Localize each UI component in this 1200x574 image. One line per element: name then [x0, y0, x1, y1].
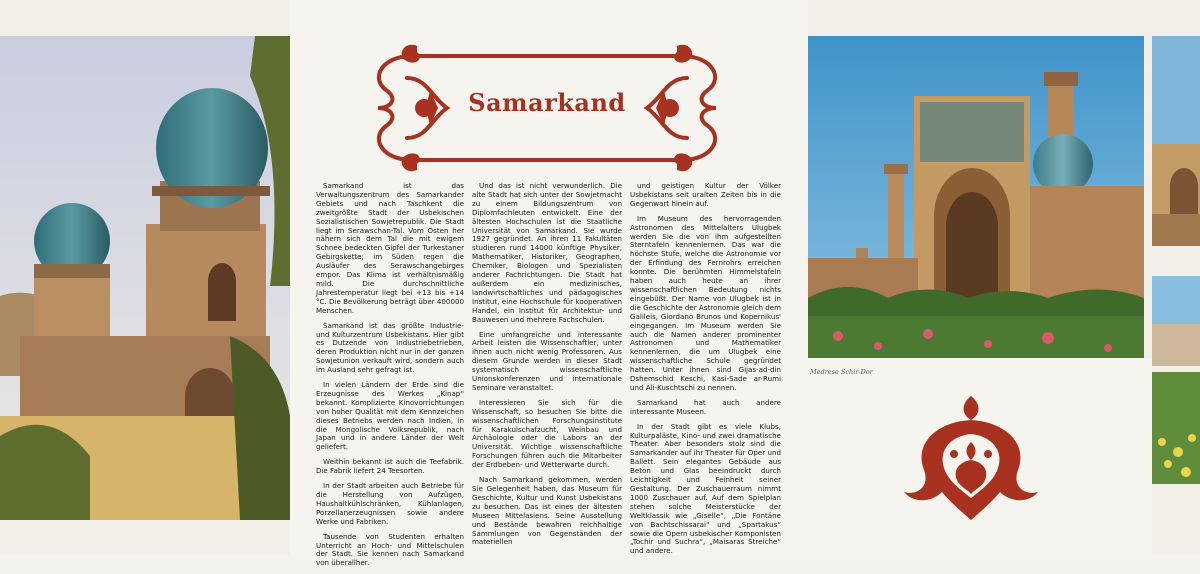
paragraph: Weithin bekannt ist auch die Teefabrik. Die Fabrik liefert 24 Teesorten.	[316, 457, 464, 476]
strip-illustration	[1152, 276, 1200, 366]
paragraph: Eine umfangreiche und interessante Arbeit leisten die Wissenschaftler, unter ihnen auch nicht wenig Professoren. Aus diesem Grunde werden in dieser Stadt systematisch wissenschaftliche Unionskonferenzen und internationale Seminare veranstaltet.	[472, 329, 622, 392]
page-title: Samarkand	[468, 88, 626, 117]
paragraph: Interessieren Sie sich für die Wissenschaft, so besuchen Sie bitte die wissenschaftlichen Forschungsinstitute für Karakulschafzucht, Weinbau und Archäologie oder die Labors an der Universität. Wichtige wissenschaftliche Forschungen führen auch die Mitarbeiter der Erdbeben- und Wetterwarte durch.	[472, 397, 622, 470]
text-column-2	[472, 182, 622, 553]
photo-caption: Medrese Schir-Dor	[810, 368, 873, 376]
medrese-illustration	[808, 36, 1144, 358]
strip-illustration	[1152, 372, 1200, 484]
title-cartouche	[352, 38, 742, 178]
paragraph: Samarkand ist das größte Industrie- und Kulturzentrum Usbekistans. Hier gibt es Dutzende von Industriebetrieben, deren Produktion nicht nur in der ganzen Sowjetunion verkauft wird, sondern auch im Ausland sehr gefragt ist.	[316, 320, 464, 375]
strip-illustration	[1152, 36, 1200, 246]
paragraph: und geistigen Kultur der Völker Usbekistans seit uralten Zeiten bis in die Gegenwart hinein auf.	[630, 181, 781, 208]
paragraph: Samarkand ist das Verwaltungszentrum des Samarkander Gebiets und nach Taschkent die zweitgrößte Stadt der Usbekischen Sozialistischen Sowjetrepublik. Die Stadt liegt im Serawschan-Tal. Vom Osten her nähern sich dem Tal die mit ewigem Schnee bedeckten Gipfel der Turkestaner Gebirgskette; im Süden regen die Ausläufer des Serawschangebirges empor. Das Klima ist verhältnismäßig mild. Die durchschnittliche Jahrestemperatur liegt bei +13 bis +14 °C. Die Bevölkerung beträgt über 400000 Menschen.	[316, 181, 464, 315]
text-column-3	[630, 182, 781, 562]
paragraph: Tausende von Studenten erhalten Unterricht an Hoch- und Mittelschulen der Stadt. Sie kennen nach Samarkand von überallher.	[316, 531, 464, 568]
mausoleum-illustration	[0, 36, 290, 520]
photo-strip-bottom	[1152, 372, 1200, 484]
ornament-motif	[896, 392, 1046, 524]
paragraph: Und das ist nicht verwunderlich. Die alte Stadt hat sich unter der Sowjetmacht zu einem Bildungszentrum von Diplomfachleuten entwickelt. Eine der ältesten Hochschulen ist die Staatliche Universität von Samarkand. Sie wurde 1927 gegründet. An ihren 11 Fakultäten studieren rund 14000 künftige Physiker, Mathematiker, Historiker, Geographen, Chemiker, Biologen und Spezialisten anderer Fachrichtungen. Die Stadt hat außerdem ein medizinisches, landwirtschaftliches und pädagogisches Institut, eine Hochschule für kooperativen Handel, ein Institut für Architektur- und Bauwesen und mehrere Fachschulen.	[472, 181, 622, 324]
paragraph: In vielen Ländern der Erde sind die Erzeugnisse des Werkes „Kinap“ bekannt. Komplizierte Kinovorrichtungen von hoher Qualität mit dem Kennzeichen dieses Betriebs werden nach Indien, in die Mongolische Volksrepublik, nach Japan und in andere Länder der Welt geliefert.	[316, 380, 464, 452]
paragraph: In der Stadt gibt es viele Klubs, Kulturpaläste, Kino- und zwei dramatische Theater. Aber besonders stolz sind die Samarkander auf ihr Theater für Oper und Ballett. Sein elegantes Gebäude aus Beton und Glas beeindruckt durch Leichtigkeit und Feinheit seiner Gestaltung. Der Zuschauerraum nimmt 1000 Zuschauer auf. Auf dem Spielplan stehen solche Meisterstücke der Weltklassik wie „Giselle“, „Die Fontäne von Bachtschissarai“ und „Spartakus“ sowie die Opern usbekischer Komponisten „Tochir und Suchra“, „Maisaras Streiche“ und andere.	[630, 421, 781, 556]
photo-strip-top	[1152, 36, 1200, 246]
paragraph: Samarkand hat auch andere interessante Museen.	[630, 397, 781, 416]
floral-ornament	[896, 392, 1046, 524]
photo-strip-middle	[1152, 276, 1200, 366]
photo-mausoleum	[0, 36, 290, 520]
photo-medrese	[808, 36, 1144, 358]
text-column-1	[316, 182, 464, 574]
paragraph: In der Stadt arbeiten auch Betriebe für die Herstellung von Aufzügen, Haushaltkühlschränken, Kühlanlagen, Porzellanerzeugnissen sowie andere Werke und Fabriken.	[316, 481, 464, 526]
paragraph: Nach Samarkand gekommen, werden Sie Gelegenheit haben, das Museum für Geschichte, Kultur und Kunst Usbekistans zu besuchen. Das ist eines der ältesten Museen Mittelasiens. Seine Ausstellung und Bestände bewahren reichhaltige Sammlungen von Gegenständen der materiellen	[472, 475, 622, 547]
paragraph: Im Museum des hervorragenden Astronomen des Mittelalters Ulugbek werden Sie die von ihm aufgestellten Sterntafeln kennenlernen. Das war die höchste Stufe, welche die Astronomie vor der Erfindung des Fernrohrs erreichen konnte. Die berühmten Himmelstafeln haben auch heute an ihrer wissenschaftlichen Bedeutung nichts eingebüßt. Der Name von Ulugbek ist in die Geschichte der Astronomie gleich dem Galileis, Giordano Brunos und Kopernikus' eingegangen. Im Museum werden Sie auch die Namen anderer prominenter Astronomen und Mathematiker kennenlernen, die um Ulugbek eine wissenschaftliche Schule gegründet hatten. Unter ihnen sind Gijas-ad-din Dshemschid Keschi, Kasi-Sade ar-Rumi und Ali-Kuschtschi zu nennen.	[630, 213, 781, 392]
